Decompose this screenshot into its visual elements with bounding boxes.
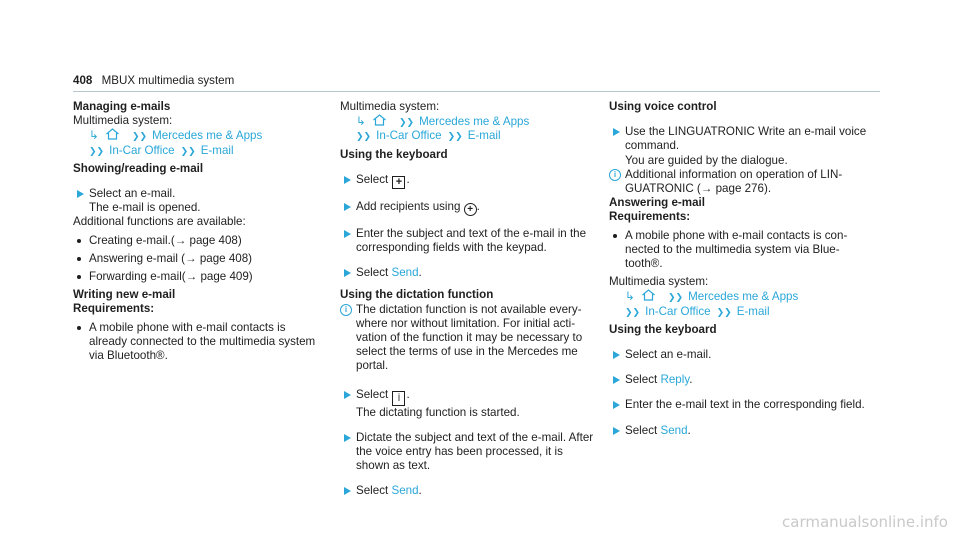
step-text: Select [625, 423, 658, 437]
section-title-keyboard: Using the keyboard [609, 322, 717, 336]
header-rule [73, 91, 880, 92]
step-punct: . [418, 266, 422, 280]
multimedia-label: Multimedia system: [609, 275, 709, 289]
microphone-icon: İ [392, 391, 405, 406]
step-item [609, 398, 869, 412]
step-arrow-icon [344, 230, 351, 238]
step-text: Select an e-mail. [625, 348, 712, 362]
step-result: The dictating function is started. [356, 405, 520, 419]
chevron-icon: ❯❯ [180, 145, 196, 156]
step-item [340, 388, 595, 420]
step-arrow-icon [613, 401, 620, 409]
step-item [609, 373, 869, 387]
info-text: Additional information on operation of LIN-GUATRONIC (→ page 276). [625, 167, 843, 196]
nav-path [73, 128, 328, 143]
step-arrow-icon [344, 203, 351, 211]
chevron-icon: ❯❯ [447, 131, 463, 142]
requirements-label: Requirements: [73, 302, 155, 316]
req-line: via Bluetooth®. [89, 349, 168, 363]
step-punct: . [418, 484, 422, 498]
chevron-icon: ❯❯ [399, 117, 415, 128]
path-arrow-icon: ↳ [625, 290, 635, 304]
step-text: Select an e-mail. [89, 187, 176, 201]
chevron-icon: ❯❯ [716, 306, 732, 317]
step-punct: . [689, 373, 693, 387]
section-title-keyboard: Using the keyboard [340, 147, 448, 161]
step-arrow-icon [613, 351, 620, 359]
step-item [340, 227, 595, 255]
multimedia-label: Multimedia system: [340, 100, 440, 113]
send-link[interactable]: Send [660, 423, 688, 437]
nav-path-2 [340, 129, 595, 143]
step-punct: . [406, 172, 410, 186]
step-arrow-icon [344, 269, 351, 277]
path-mercedes-apps[interactable]: Mercedes me & Apps [152, 129, 263, 143]
watermark: carmanualsonline.info [782, 512, 948, 531]
req-line: already connected to the multimedia system [89, 334, 316, 348]
info-icon: i [340, 304, 352, 316]
step-text: Use the LINGUATRONIC Write an e-mail voice command. [625, 125, 867, 153]
info-text: The dictation function is not available every-where nor without limitation. For initial acti-vation of the function it may be necessary to select the terms of use in the Mercedes me portal. [356, 302, 583, 373]
path-mercedes-apps[interactable]: Mercedes me & Apps [419, 115, 530, 129]
page-number: 408 [73, 74, 93, 87]
column-3 [609, 100, 869, 438]
list-item: Answering e-mail (→ page 408) [73, 252, 328, 266]
step-text: Add recipients using [356, 199, 461, 213]
chevron-icon: ❯❯ [132, 131, 148, 142]
path-in-car-office[interactable]: In-Car Office [376, 129, 442, 143]
step-punct: . [406, 387, 410, 401]
path-mercedes-apps[interactable]: Mercedes me & Apps [688, 290, 799, 304]
page-header [73, 74, 234, 88]
path-arrow-icon: ↳ [356, 115, 366, 129]
path-in-car-office[interactable]: In-Car Office [109, 143, 175, 157]
step-text: Select [625, 373, 658, 387]
nav-path-2 [609, 305, 869, 319]
info-note [340, 303, 595, 374]
step-item [609, 125, 869, 168]
step-arrow-icon [77, 190, 84, 198]
list-item: Forwarding e-mail(→ page 409) [73, 270, 328, 284]
send-link[interactable]: Send [391, 266, 419, 280]
step-arrow-icon [344, 487, 351, 495]
step-item [73, 187, 328, 215]
step-item [609, 424, 869, 438]
info-icon: i [609, 169, 621, 181]
nav-path [340, 114, 595, 129]
step-result: You are guided by the dialogue. [625, 153, 788, 167]
step-text: Select [356, 266, 389, 280]
column-2 [340, 100, 595, 499]
step-text: Select [356, 484, 389, 498]
step-text: Select [356, 172, 389, 186]
info-note [609, 168, 869, 196]
plus-circle-icon: + [464, 203, 477, 216]
multimedia-label: Multimedia system: [73, 114, 173, 128]
step-text: Enter the e-mail text in the corresponding field. [625, 398, 865, 412]
section-title-managing: Managing e-mails [73, 100, 171, 113]
step-arrow-icon [613, 376, 620, 384]
list-item: A mobile phone with e-mail contacts is con-nected to the multimedia system via Blue-tooth®. [609, 229, 869, 272]
step-item [340, 484, 595, 498]
step-arrow-icon [613, 128, 620, 136]
home-icon [372, 114, 387, 126]
req-line: A mobile phone with e-mail contacts is [89, 320, 286, 334]
step-punct: . [687, 423, 691, 437]
additional-functions: Additional functions are available: [73, 215, 246, 229]
path-email[interactable]: E-mail [736, 304, 770, 318]
path-in-car-office[interactable]: In-Car Office [645, 304, 711, 318]
section-title-answering: Answering e-mail [609, 196, 705, 210]
section-title-showing: Showing/reading e-mail [73, 161, 204, 175]
reply-link[interactable]: Reply [660, 373, 690, 387]
section-title-dictation: Using the dictation function [340, 288, 494, 302]
step-result: The e-mail is opened. [89, 201, 201, 215]
nav-path [609, 289, 869, 304]
path-email[interactable]: E-mail [467, 129, 501, 143]
chevron-icon: ❯❯ [668, 292, 684, 303]
path-arrow-icon: ↳ [89, 129, 99, 143]
page-title: MBUX multimedia system [101, 74, 235, 87]
requirements-label: Requirements: [609, 210, 691, 224]
section-title-writing: Writing new e-mail [73, 288, 176, 302]
send-link[interactable]: Send [391, 484, 419, 498]
step-item [340, 200, 595, 216]
step-item [609, 348, 869, 362]
chevron-icon: ❯❯ [356, 131, 372, 142]
step-item [340, 431, 595, 474]
step-text: Enter the subject and text of the e-mail in the corresponding fields with the keypad. [356, 226, 587, 255]
home-icon [641, 289, 656, 301]
path-email[interactable]: E-mail [200, 143, 234, 157]
step-arrow-icon [613, 427, 620, 435]
home-icon [105, 128, 120, 140]
column-1 [73, 100, 328, 363]
chevron-icon: ❯❯ [89, 145, 105, 156]
step-item [340, 173, 595, 189]
step-text: Select [356, 387, 389, 401]
chevron-icon: ❯❯ [625, 306, 641, 317]
list-item: Creating e-mail.(→ page 408) [73, 234, 328, 248]
section-title-voice: Using voice control [609, 100, 717, 113]
step-arrow-icon [344, 176, 351, 184]
plus-box-icon: + [392, 176, 405, 189]
step-arrow-icon [344, 434, 351, 442]
step-arrow-icon [344, 391, 351, 399]
step-text: Dictate the subject and text of the e-mail. After the voice entry has been processed, it is shown as text. [356, 430, 594, 473]
nav-path-2 [73, 144, 328, 158]
list-item [73, 321, 328, 364]
step-item [340, 266, 595, 280]
step-punct: . [476, 199, 480, 213]
